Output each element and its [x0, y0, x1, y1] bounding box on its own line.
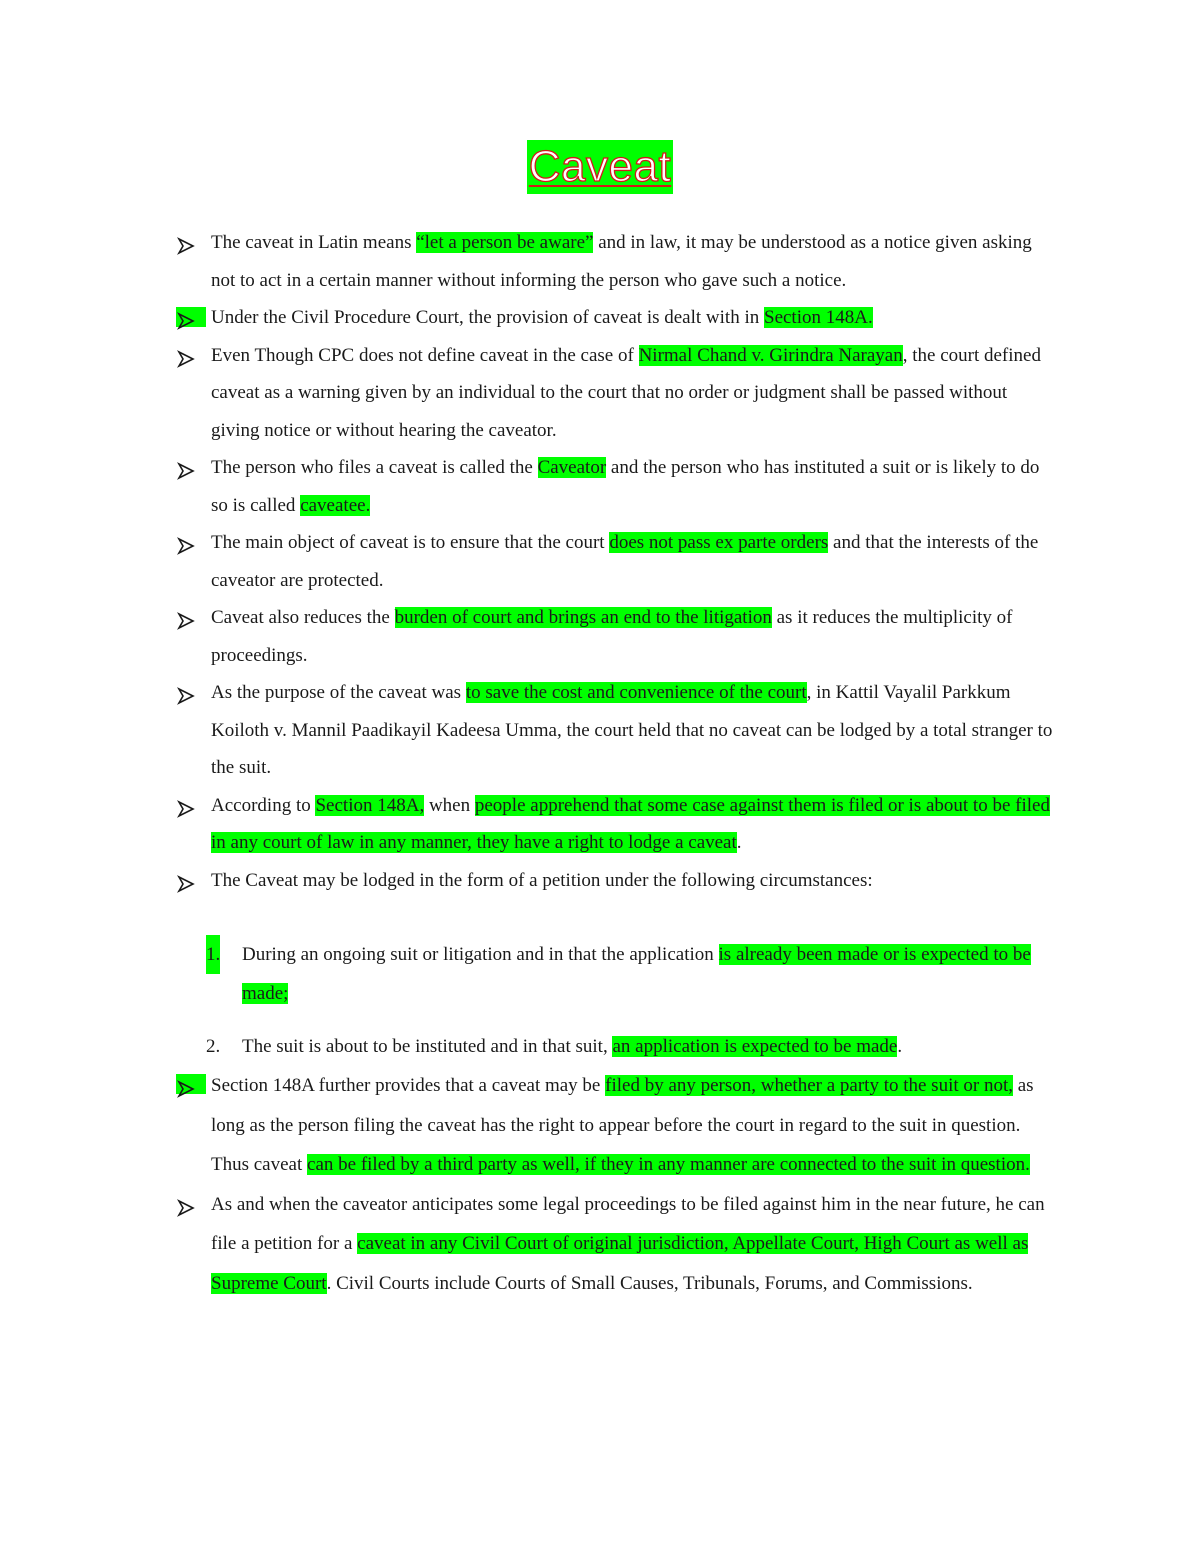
text-segment: The main object of caveat is to ensure that the court — [211, 532, 610, 553]
arrowhead-bullet-icon — [176, 607, 196, 627]
list-item — [0, 674, 1200, 787]
arrowhead-bullet-icon — [176, 870, 196, 890]
text-segment: Even Though CPC does not define caveat in the case of — [211, 344, 639, 366]
text-segment: During an ongoing suit or litigation and in that the application — [242, 944, 719, 965]
text-segment: The Caveat may be lodged in the form of a petition under the following circumstances: — [211, 869, 873, 891]
arrowhead-bullet-icon — [176, 1193, 196, 1213]
arrowhead-bullet-icon — [176, 795, 196, 815]
list-item — [0, 787, 1200, 862]
numbered-item — [0, 935, 1200, 1013]
highlighted-text: can be filed by a third party as well, if they in any manner are connected to the suit in question. — [307, 1154, 1030, 1175]
text-segment: when — [424, 794, 475, 816]
list-item — [0, 449, 1200, 524]
highlighted-text: is already been made or is expected to be made; — [242, 944, 1031, 1004]
arrowhead-bullet-icon — [176, 232, 196, 252]
text-segment: and in law, it may be understood as a notice given asking not to act in a certain manner without informing the person who gave such a notice. — [211, 232, 1032, 291]
highlighted-text: caveat in any Civil Court of original jurisdiction, Appellate Court, High Court as well as Supreme Court — [211, 1233, 1029, 1294]
list-item — [0, 862, 1200, 900]
text-segment: as long as the person filing the caveat has the right to appear before the court in regard to the suit in question. Thus caveat — [211, 1075, 1034, 1175]
highlighted-text: Caveator — [537, 457, 607, 478]
highlighted-text: does not pass ex parte orders — [609, 532, 829, 553]
text-segment: as it reduces the multiplicity of proceedings. — [211, 607, 1013, 666]
list-item — [0, 337, 1200, 450]
text-segment: and that the interests of the caveator are protected. — [211, 532, 1039, 591]
text-segment: Under the Civil Procedure Court, the provision of caveat is dealt with in — [211, 307, 764, 328]
text-segment: , in Kattil Vayalil Parkkum Koiloth v. Mannil Paadikayil Kadeesa Umma, the court held that no caveat can be lodged by a total stranger to the suit. — [211, 682, 1053, 778]
text-segment: and the person who has instituted a suit or is likely to do so is called — [211, 457, 1040, 516]
highlighted-text: filed by any person, whether a party to the suit or not, — [605, 1075, 1013, 1096]
list-item — [0, 224, 1200, 299]
title-wrap — [0, 140, 1200, 194]
text-segment: The suit is about to be instituted and in that suit, — [242, 1036, 613, 1057]
highlighted-text: an application is expected to be made — [612, 1036, 898, 1057]
text-segment: Section 148A further provides that a caveat may be — [211, 1075, 606, 1096]
highlighted-text: Section 148A, — [315, 794, 425, 816]
item-number: 2. — [206, 1036, 221, 1057]
bullet-list — [0, 224, 1200, 1303]
text-segment: . — [897, 1036, 903, 1057]
text-segment: Caveat also reduces the — [211, 607, 395, 628]
list-item — [0, 1066, 1200, 1185]
text-segment: As and when the caveator anticipates some legal proceedings to be filed against him in the near future, he can file a petition for a — [211, 1193, 1045, 1254]
highlighted-text: “let a person be aware” — [416, 232, 594, 253]
arrowhead-bullet-icon — [176, 307, 206, 327]
arrowhead-bullet-icon — [176, 457, 196, 477]
highlighted-text: Nirmal Chand v. Girindra Narayan — [638, 344, 903, 366]
arrowhead-bullet-icon — [176, 345, 196, 365]
list-item — [0, 524, 1200, 599]
list-item — [0, 1185, 1200, 1304]
arrowhead-bullet-icon — [176, 532, 196, 552]
highlighted-text: people apprehend that some case against them is filed or is about to be filed in any court of law in any manner, they have a right to lodge a caveat — [211, 794, 1050, 853]
text-segment: . Civil Courts include Courts of Small Causes, Tribunals, Forums, and Commissions. — [326, 1272, 973, 1294]
text-segment: As the purpose of the caveat was — [211, 682, 466, 703]
highlighted-text: caveatee. — [300, 494, 371, 516]
list-item — [0, 299, 1200, 337]
text-segment: , the court defined caveat as a warning given by an individual to the court that no order or judgment shall be passed without giving notice or without hearing the caveator. — [211, 344, 1041, 441]
text-segment: The person who files a caveat is called the — [211, 457, 538, 478]
text-segment: . — [736, 832, 742, 853]
arrowhead-bullet-icon — [176, 1074, 206, 1094]
highlighted-text: to save the cost and convenience of the court — [465, 682, 807, 703]
item-number: 1. — [206, 935, 220, 974]
arrowhead-bullet-icon — [176, 682, 196, 702]
text-segment: According to — [211, 794, 316, 816]
document-title: Caveat — [527, 140, 673, 194]
highlighted-text: Section 148A. — [764, 307, 873, 328]
highlighted-text: burden of court and brings an end to the litigation — [394, 607, 772, 628]
numbered-item — [0, 1027, 1200, 1066]
list-item — [0, 599, 1200, 674]
text-segment: The caveat in Latin means — [211, 232, 417, 253]
